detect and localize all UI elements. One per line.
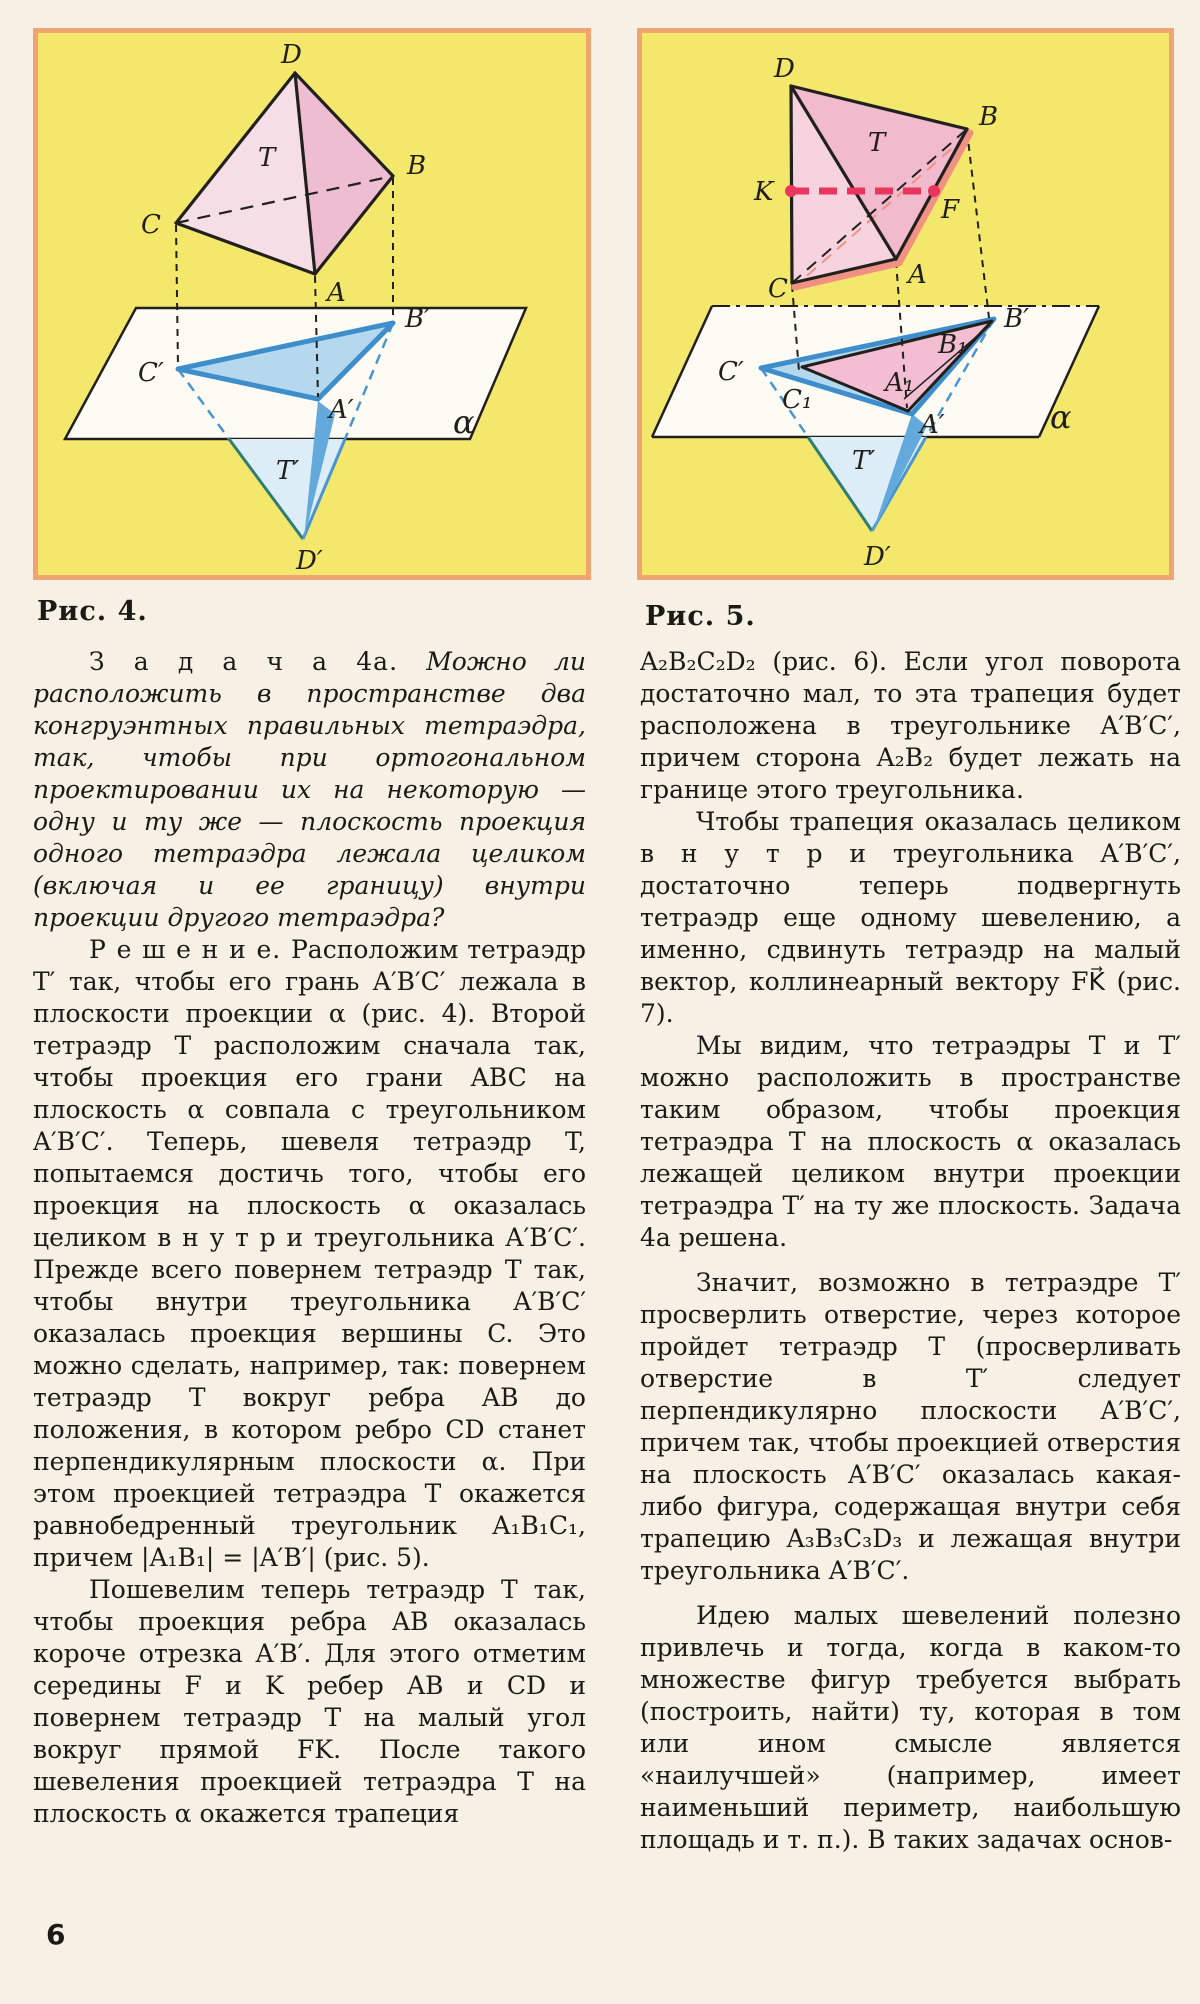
figure-4-caption: Рис. 4. [37,596,148,627]
paragraph: Чтобы трапеция оказалась целиком в н у т р и треугольника A′B′C′, достаточно теперь подвергнуть тетраэдр еще одному шевелению, а именно, сдвинуть тетраэдр на малый вектор, коллинеарный вектору FK⃗ (рис. 7). [640,807,1181,1028]
paragraph: Идею малых шевелений полезно привлечь и тогда, когда в каком-то множестве фигур требуется выбрать (построить, найти) ту, которая в том или ином смысле является «наилучшей» (например, имеет наименьший периметр, наибольшую площадь и т. п.). В таких задачах основ- [640,1601,1181,1854]
point-label-k: K [754,177,774,207]
figure-5-drawing [642,33,1169,575]
vertex-label-b: B [979,102,999,132]
vertex-label-a: A [327,278,346,308]
vertex-label-b-prime: B′ [405,304,431,334]
paragraph: Значит, возможно в тетраэдре T′ просверлить отверстие, через которое пройдет тетраэдр T (просверливать отверстие в T′ следует перпендикулярно плоскости A′B′C′, причем так, чтобы проекцией отверстия на плоскость A′B′C′ оказалась какая-либо фигура, содержащая внутри себя трапецию A₃B₃C₃D₃ и лежащая внутри треугольника A′B′C′. [640,1268,1181,1585]
vertex-label-c: C [141,210,161,240]
paragraph: A₂B₂C₂D₂ (рис. 6). Если угол поворота достаточно мал, то эта трапеция будет расположена в треугольнике A′B′C′, причем сторона A₂B₂ будет лежать на границе этого треугольника. [640,647,1181,804]
vertex-label-c-prime: C′ [718,357,744,387]
paragraph: Пошевелим теперь тетраэдр T так, чтобы проекция ребра AB оказалась короче отрезка A′B′. Для этого отметим середины F и K ребер AB и CD и повернем тетраэдр T на малый угол вокруг прямой FK. После такого шевеления проекцией тетраэдра T на плоскость α окажется трапеция [33,1575,586,1828]
text-column-right [640,646,1181,1898]
vertex-label-c1: C₁ [782,385,813,415]
solid-label-t-prime: T′ [276,456,300,486]
vertex-label-b-prime: B′ [1004,304,1030,334]
figure-5-caption: Рис. 5. [645,601,756,632]
vertex-label-d: D [774,54,795,84]
vertex-label-b: B [407,151,427,181]
vertex-label-d-prime: D′ [864,542,891,572]
point-label-f: F [941,195,960,225]
figure-4-tetrahedra-projection [33,28,591,580]
vertex-label-a-prime: A′ [329,395,354,425]
tetrahedron-t [176,73,393,274]
vertex-label-a: A [908,260,927,290]
solid-label-t: T [258,143,276,173]
vertex-label-d: D [281,40,302,70]
plane-label-alpha: α [453,403,475,441]
page-number: 6 [46,1918,66,1951]
plane-label-alpha: α [1050,398,1072,436]
figure-5-tetrahedra-projection [637,28,1174,580]
paragraph-lead: Р е ш е н и е. [89,935,291,964]
solid-label-t: T [868,128,886,158]
paragraph-lead: З а д а ч а 4а. [89,647,427,676]
point-k [785,185,797,197]
vertex-label-a-prime: A′ [920,410,945,440]
point-f [928,185,940,197]
vertex-label-c: C [768,274,788,304]
tetrahedron-t [785,86,970,289]
paragraph: Р е ш е н и е. Расположим тетраэдр T′ так, чтобы его грань A′B′C′ лежала в плоскости проекции α (рис. 4). Второй тетраэдр T расположим сначала так, чтобы проекция его грани ABC на плоскость α совпала с треугольником A′B′C′. Теперь, шевеля тетраэдр T, попытаемся достичь того, чтобы его проекция на плоскость α оказалась целиком в н у т р и треугольника A′B′C′. Прежде всего повернем тетраэдр T так, чтобы внутри треугольника A′B′C′ оказалась проекция вершины C. Это можно сделать, например, так: повернем тетраэдр T вокруг ребра AB до положения, в котором ребро CD станет перпендикулярным плоскости α. При этом проекцией тетраэдра T окажется равнобедренный треугольник A₁B₁C₁, причем |A₁B₁| = |A′B′| (рис. 5). [33,935,586,1572]
vertex-label-c-prime: C′ [138,358,164,388]
paragraph: Мы видим, что тетраэдры T и T′ можно расположить в пространстве таким образом, чтобы проекция тетраэдра T на плоскость α оказалась лежащей целиком внутри проекции тетраэдра T′ на ту же плоскость. Задача 4а решена. [640,1031,1181,1252]
vertex-label-b1: B₁ [938,330,968,360]
text-column-left [33,646,586,1898]
vertex-label-d-prime: D′ [296,546,323,575]
paragraph: З а д а ч а 4а. Можно ли расположить в пространстве два конгруэнтных правильных тетраэдра, так, чтобы при ортогональном проектировании их на некоторую — одну и ту же — плоскость проекция одного тетраэдра лежала целиком (включая и ее границу) внутри проекции другого тетраэдра? [33,647,586,932]
figure-4-drawing [38,33,586,575]
solid-label-t-prime: T′ [852,446,876,476]
vertex-label-a1: A₁ [885,368,915,398]
